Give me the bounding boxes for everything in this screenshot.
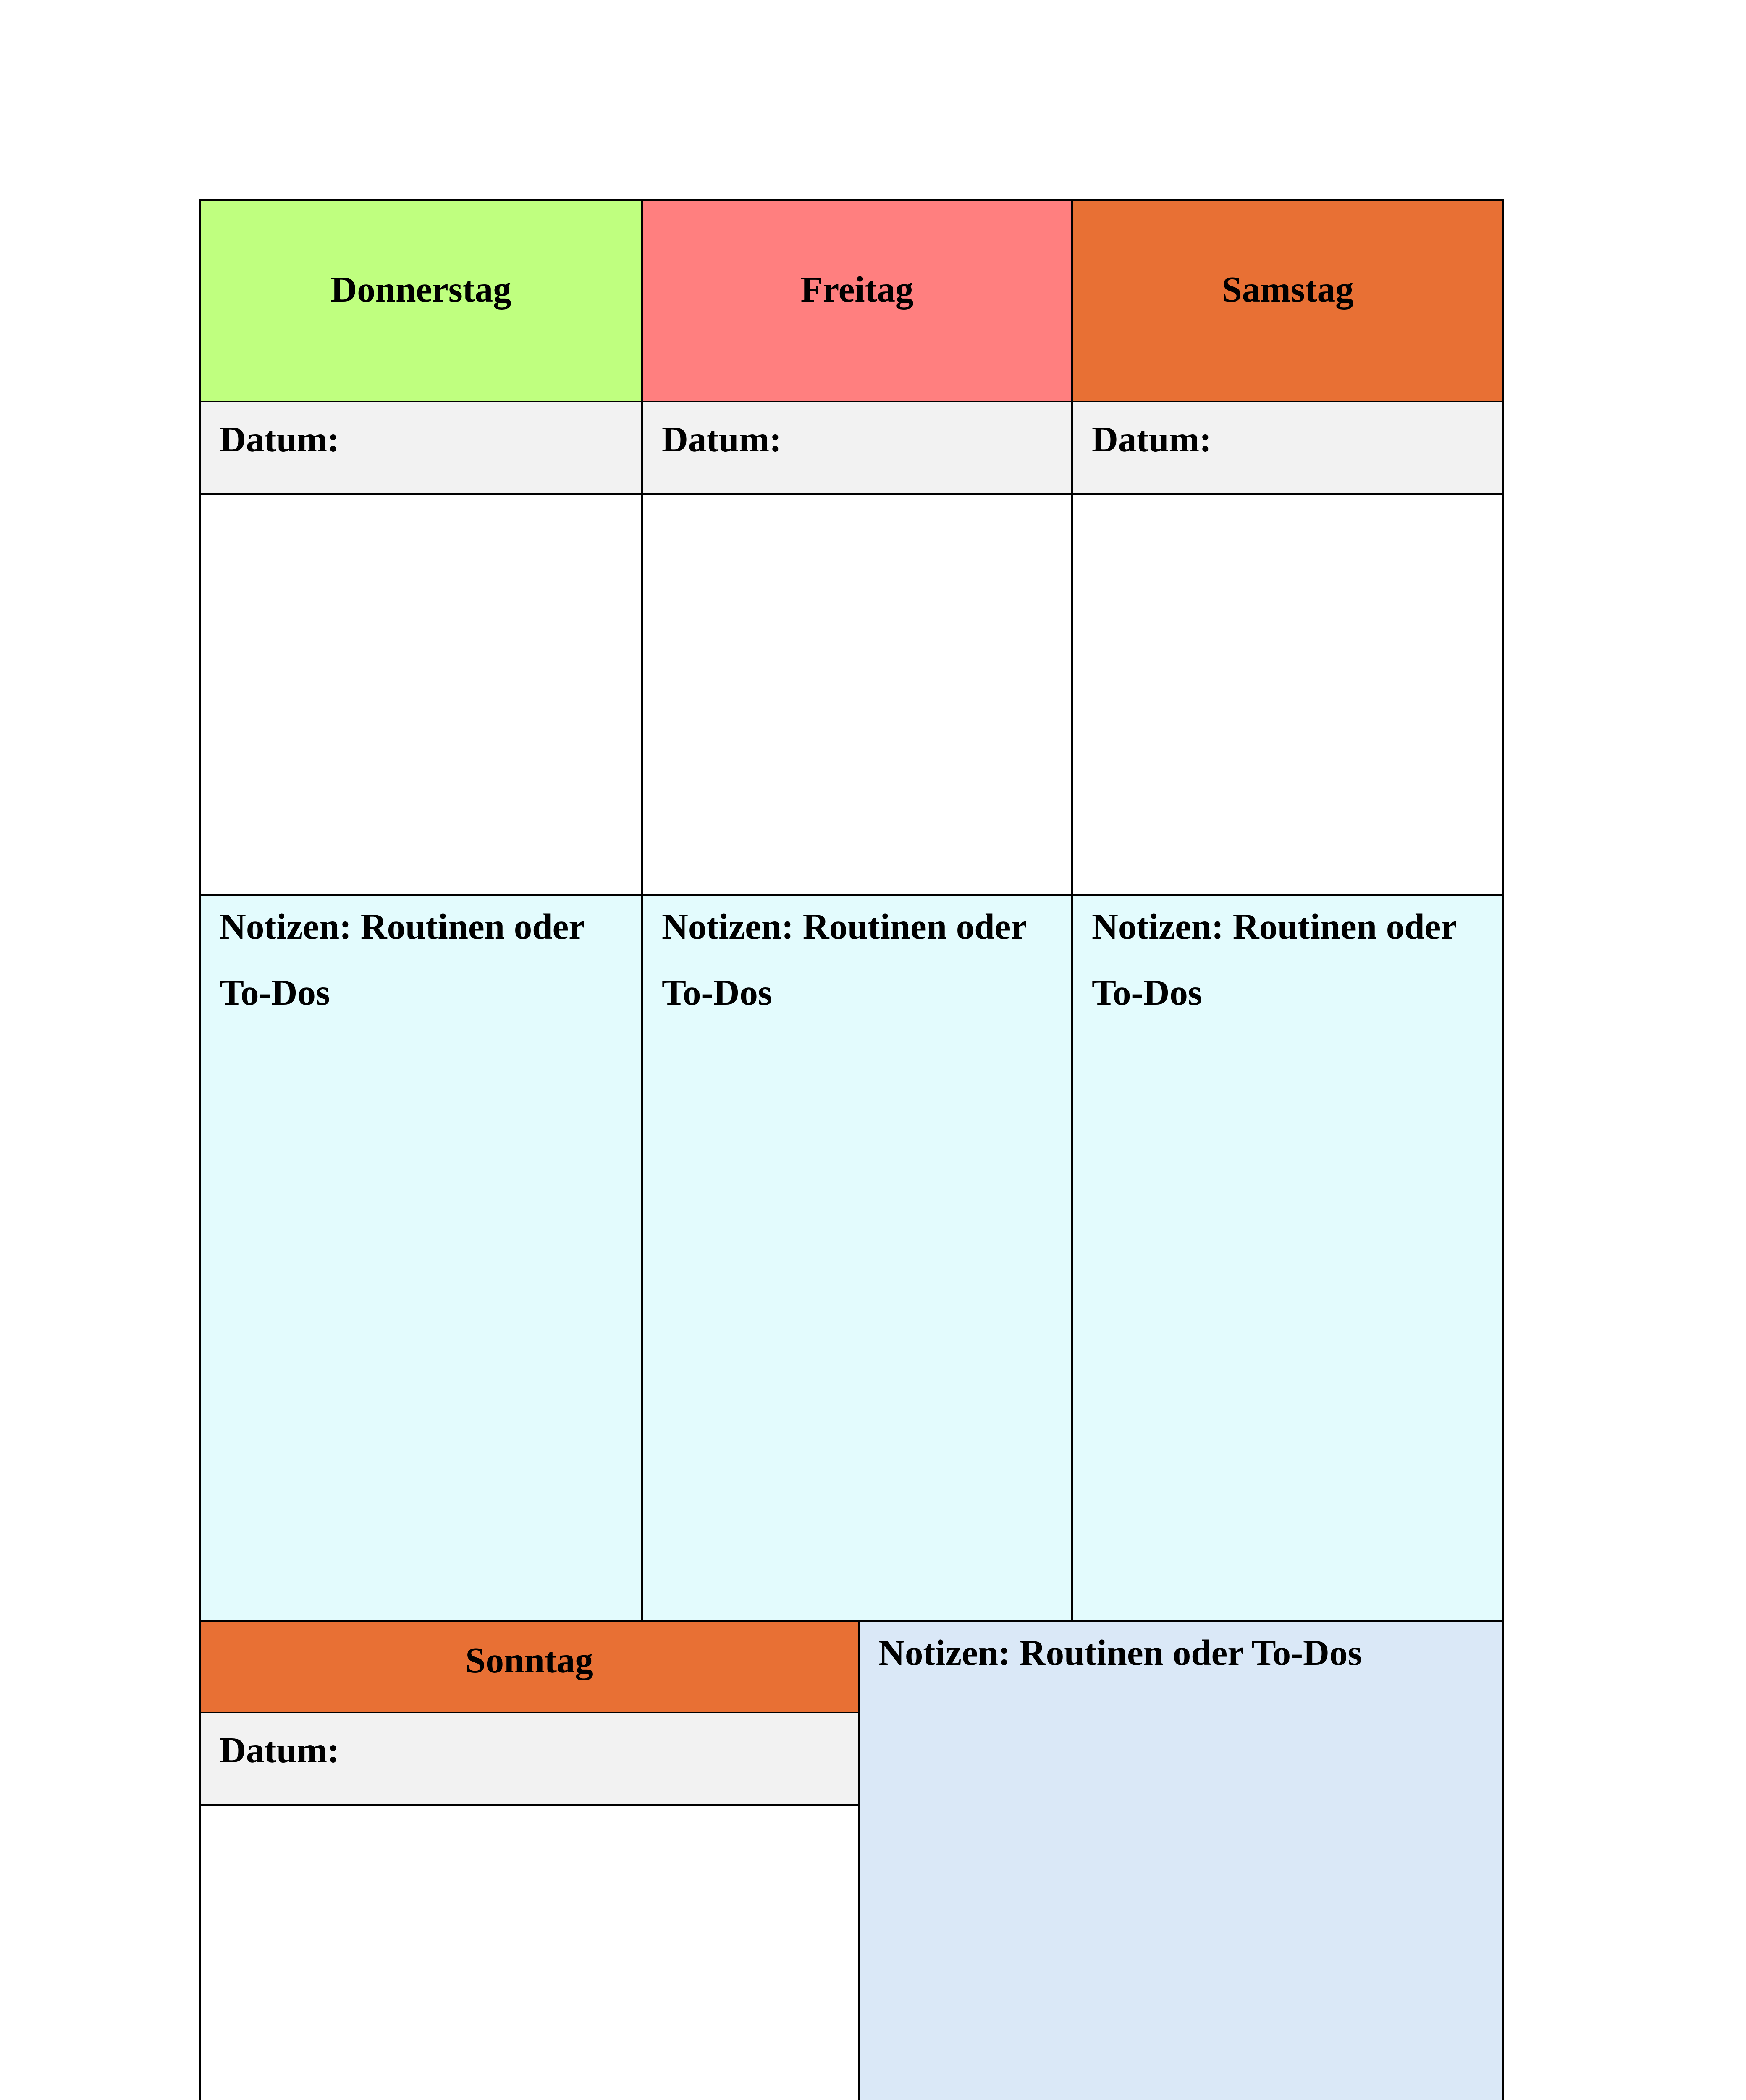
day-content-donnerstag [199, 494, 643, 896]
date-label-sonntag: Datum: [220, 1730, 340, 1770]
day-header-donnerstag [199, 199, 643, 402]
day-name-sonntag: Sonntag [465, 1640, 593, 1680]
notes-area-samstag [1071, 894, 1504, 1622]
date-row-sonntag [199, 1712, 860, 1806]
date-label-freitag: Datum: [662, 419, 782, 459]
notes-label-weekend: Notizen: Routinen oder To-Dos [878, 1632, 1362, 1673]
day-header-sonntag [199, 1620, 860, 1713]
date-row-samstag [1071, 401, 1504, 495]
day-content-samstag [1071, 494, 1504, 896]
day-content-sonntag [199, 1804, 860, 2100]
date-row-freitag [641, 401, 1073, 495]
notes-label-donnerstag: Notizen: Routinen oder To-Dos [220, 906, 585, 1013]
date-label-donnerstag: Datum: [220, 419, 340, 459]
date-row-donnerstag [199, 401, 643, 495]
notes-label-freitag: Notizen: Routinen oder To-Dos [662, 906, 1027, 1013]
day-header-freitag [641, 199, 1073, 402]
notes-area-weekend [858, 1620, 1504, 2100]
day-name-samstag: Samstag [1222, 269, 1354, 310]
day-name-donnerstag: Donnerstag [330, 269, 511, 310]
day-name-freitag: Freitag [800, 269, 914, 310]
date-label-samstag: Datum: [1092, 419, 1212, 459]
notes-area-donnerstag [199, 894, 643, 1622]
day-content-freitag [641, 494, 1073, 896]
notes-area-freitag [641, 894, 1073, 1622]
day-header-samstag [1071, 199, 1504, 402]
notes-label-samstag: Notizen: Routinen oder To-Dos [1092, 906, 1457, 1013]
